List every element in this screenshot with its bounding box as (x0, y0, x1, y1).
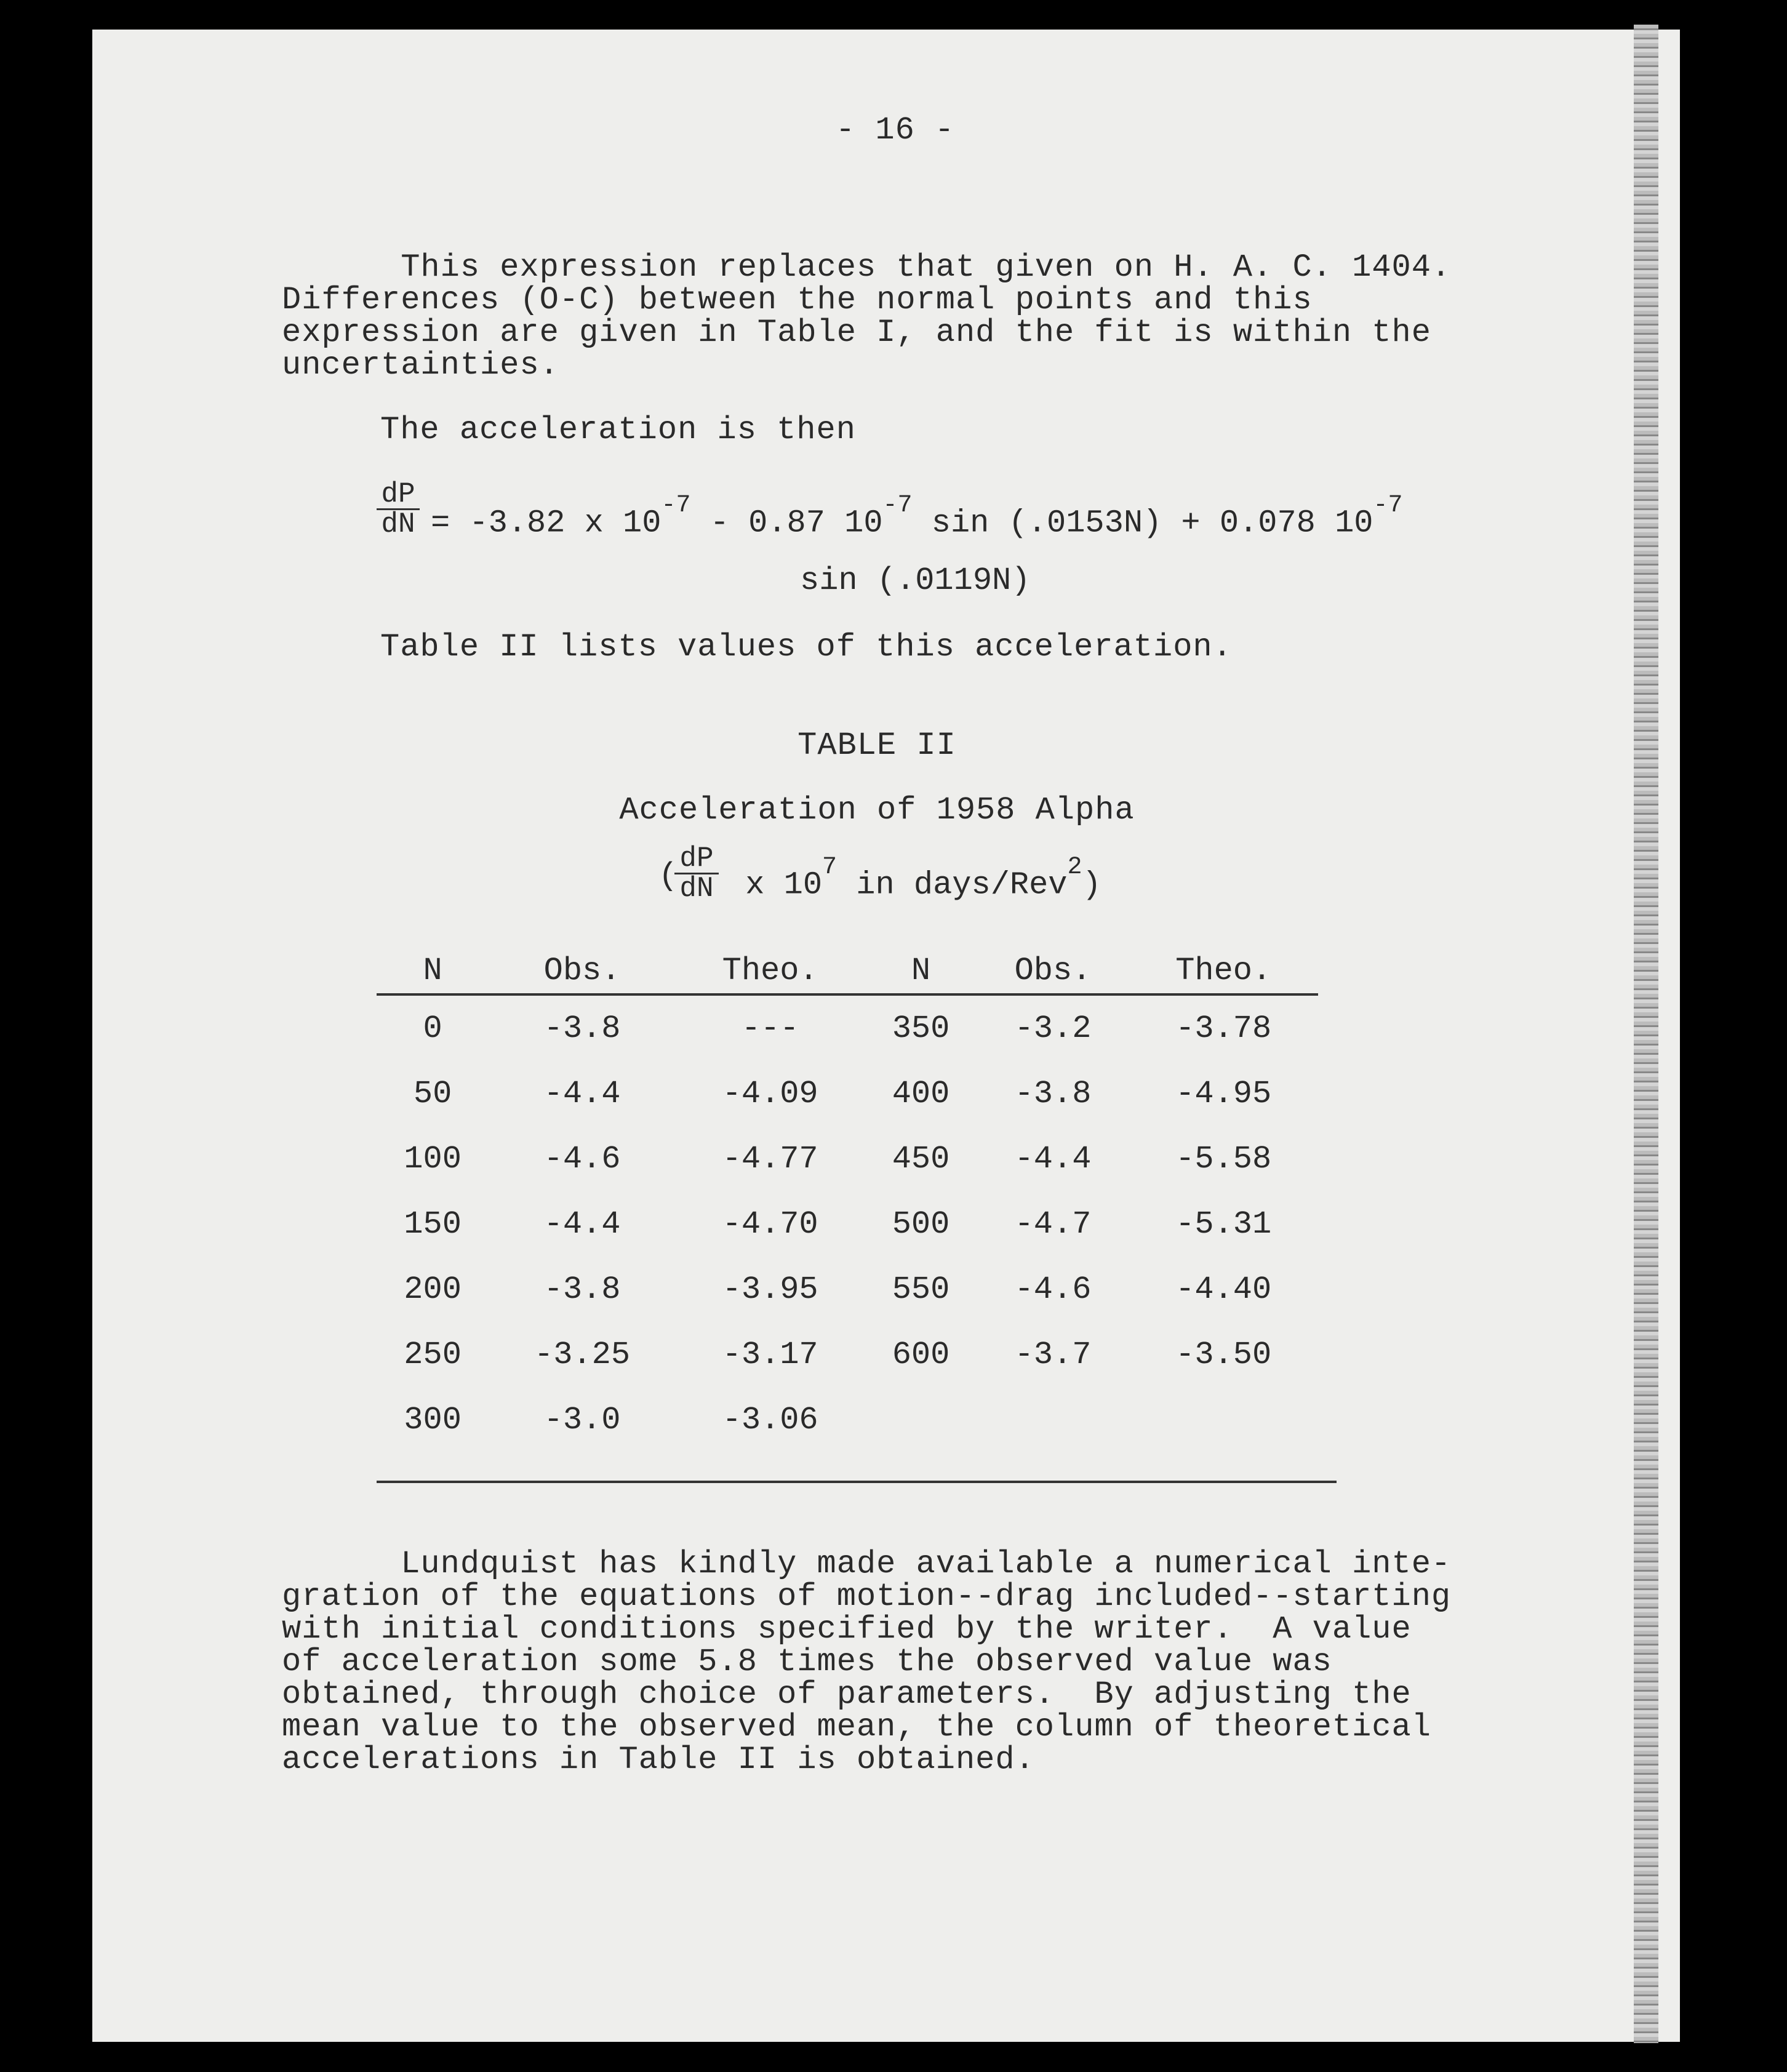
header-n-1: N (377, 948, 489, 994)
equation-lhs-denominator: dN (377, 508, 420, 538)
acceleration-table (377, 948, 1318, 1452)
table-units-fraction (674, 844, 719, 903)
para2-line-6: mean value to the observed mean, the column of theoretical (282, 1709, 1431, 1745)
table-cell: -3.7 (1014, 1336, 1092, 1373)
table-cell: 100 (404, 1140, 462, 1177)
table-units-denominator: dN (674, 873, 719, 903)
table-cell: -4.4 (543, 1206, 621, 1242)
table-cell: -4.77 (722, 1140, 818, 1177)
equation-lhs-fraction (377, 480, 420, 538)
table-cell: -3.8 (1014, 1075, 1092, 1112)
table-cell: -4.6 (1014, 1271, 1092, 1308)
para2-line-7: accelerations in Table II is obtained. (282, 1742, 1035, 1778)
table-cell: 400 (892, 1075, 950, 1112)
table-cell: -3.50 (1175, 1336, 1272, 1373)
equation-exponent-2: -7 (882, 492, 913, 519)
table-cell: 450 (892, 1140, 950, 1177)
table-header-row (377, 948, 1318, 994)
table-cell: -3.2 (1014, 1010, 1092, 1047)
table-cell: -3.8 (543, 1271, 621, 1308)
table-cell: -3.0 (543, 1401, 621, 1438)
table-cell (1129, 1387, 1318, 1452)
para2-line-1: Lundquist has kindly made available a numerical inte- (282, 1546, 1452, 1582)
para2-line-3: with initial conditions specified by the writer. A value (282, 1611, 1412, 1647)
table-cell: -4.6 (543, 1140, 621, 1177)
table-cell: 350 (892, 1010, 950, 1047)
equation-term-3: sin (.0153N) + 0.078 10 (912, 505, 1373, 542)
table-title: Acceleration of 1958 Alpha (619, 792, 1135, 828)
table-cell: -3.25 (534, 1336, 631, 1373)
table-units-text (726, 854, 1101, 903)
table-cell: -5.31 (1175, 1206, 1272, 1242)
table-row (377, 1322, 1318, 1387)
equation-lhs-numerator: dP (381, 478, 415, 510)
table-cell: -4.70 (722, 1206, 818, 1242)
equation-term-2: - 0.87 10 (690, 505, 883, 542)
table-cell: -3.17 (722, 1336, 818, 1373)
table-units-numerator: dP (679, 842, 714, 874)
table-cell: -5.58 (1175, 1140, 1272, 1177)
table-units-close: ) (1082, 866, 1101, 903)
table-cell: 300 (404, 1401, 462, 1438)
table-cell: --- (741, 1010, 799, 1047)
para2-line-2: gration of the equations of motion--drag included--starting (282, 1578, 1452, 1615)
table-units-tail: in days/Rev (837, 866, 1068, 903)
equation-line-1 (431, 492, 1403, 542)
table-row (377, 1126, 1318, 1191)
table-cell: -3.78 (1175, 1010, 1272, 1047)
table-cell: -4.95 (1175, 1075, 1272, 1112)
table-cell: 500 (892, 1206, 950, 1242)
table-cell: -4.09 (722, 1075, 818, 1112)
table-cell: -3.8 (543, 1010, 621, 1047)
page-edge-shadow (1634, 25, 1658, 2043)
table-cell: -3.06 (722, 1401, 818, 1438)
table-cell: 600 (892, 1336, 950, 1373)
para2-line-4: of acceleration some 5.8 times the observed value was (282, 1644, 1332, 1680)
table-units-exponent: 7 (822, 854, 838, 881)
acceleration-intro: The acceleration is then (380, 412, 856, 448)
para2-line-5: obtained, through choice of parameters. By adjusting the (282, 1676, 1412, 1713)
table-bottom-rule (377, 1481, 1337, 1483)
page-number: - 16 - (836, 112, 955, 148)
table-cell: 250 (404, 1336, 462, 1373)
para1-line-4: uncertainties. (282, 347, 559, 383)
para1-line-1: This expression replaces that given on H. A. C. 1404. (282, 249, 1452, 286)
table-units-open: ( (658, 858, 678, 894)
header-obs-1: Obs. (489, 948, 676, 994)
table-cell: -4.4 (1014, 1140, 1092, 1177)
table-cell: 200 (404, 1271, 462, 1308)
equation-exponent-3: -7 (1373, 492, 1403, 519)
para1-line-2: Differences (O-C) between the normal points and this (282, 282, 1313, 318)
table-cell: 150 (404, 1206, 462, 1242)
header-n-2: N (865, 948, 977, 994)
header-obs-2: Obs. (977, 948, 1129, 994)
table-row (377, 1191, 1318, 1257)
table-row (377, 1387, 1318, 1452)
table-units-mid: x 10 (726, 866, 823, 903)
table-row (377, 994, 1318, 1061)
equation-term-1: = -3.82 x 10 (431, 505, 662, 542)
table-row (377, 1257, 1318, 1322)
table-cell: -4.40 (1175, 1271, 1272, 1308)
table-cell: 550 (892, 1271, 950, 1308)
table-cell: -4.4 (543, 1075, 621, 1112)
table-units-exponent-2: 2 (1067, 854, 1082, 881)
para1-line-3: expression are given in Table I, and the fit is within the (282, 314, 1431, 351)
table-cell: -4.7 (1014, 1206, 1092, 1242)
table-intro: Table II lists values of this acceleration. (380, 629, 1233, 665)
table-cell: 50 (413, 1075, 452, 1112)
table-cell: 0 (423, 1010, 442, 1047)
table-row (377, 1061, 1318, 1126)
table-cell (977, 1387, 1129, 1452)
equation-exponent-1: -7 (661, 492, 691, 519)
table-cell: -3.95 (722, 1271, 818, 1308)
header-theo-1: Theo. (676, 948, 865, 994)
header-theo-2: Theo. (1129, 948, 1318, 994)
equation-line-2: sin (.0119N) (800, 562, 1031, 599)
table-label: TABLE II (798, 727, 956, 764)
table-cell (865, 1387, 977, 1452)
